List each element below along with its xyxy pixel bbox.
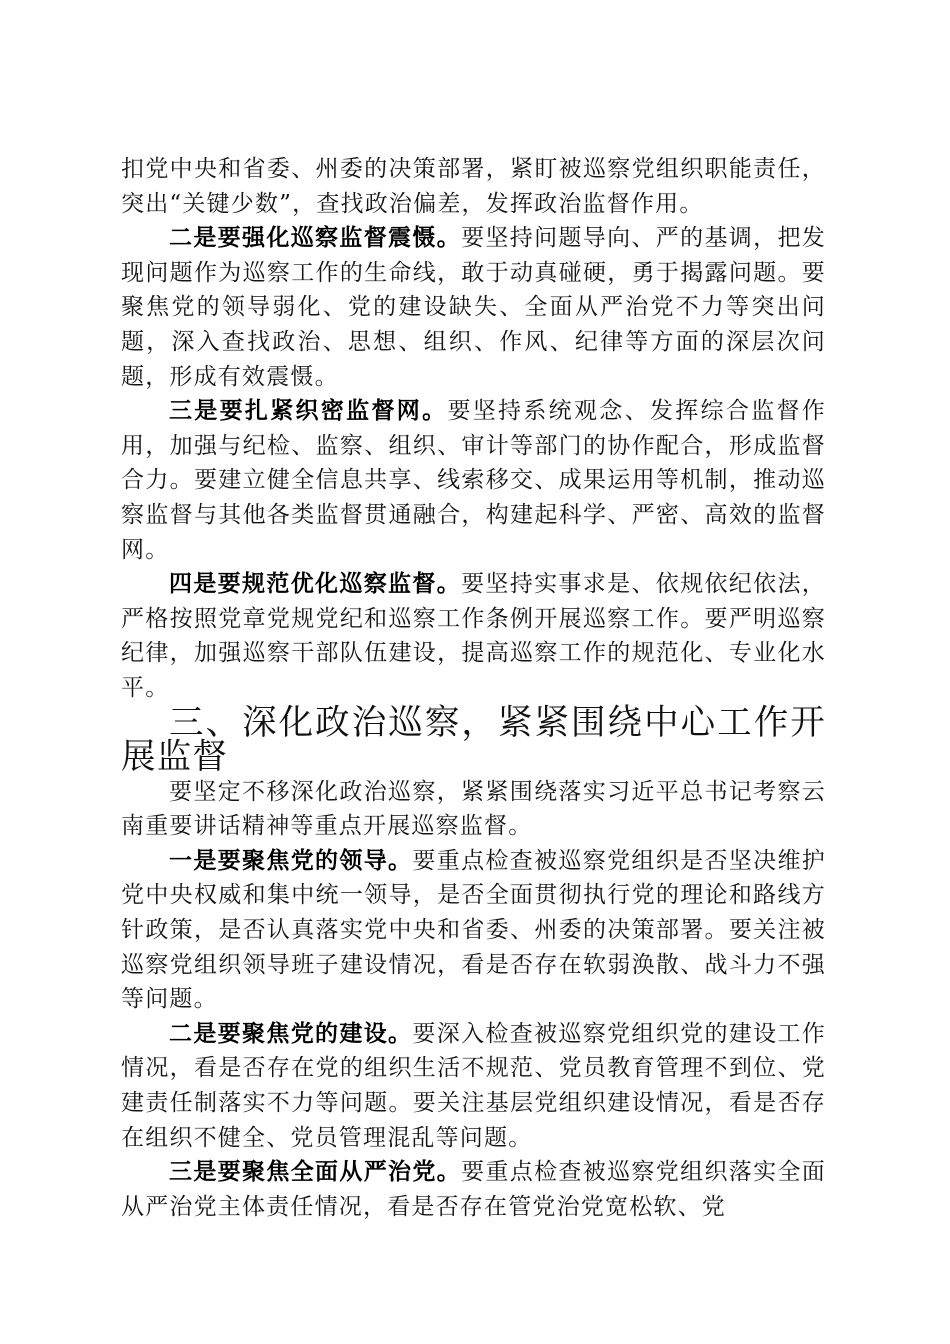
paragraph-text: 要深入检查被巡察党组织党的建设工作情况，看是否存在党的组织生活不规范、党员教育管理不到位、党建责任制落实不力等问题。要关注基层党组织建设情况，看是否存在组织不健全、党员管理混乱等问题。: [121, 1020, 827, 1151]
paragraph-text: 要重点检查被巡察党组织落实全面从严治党主体责任情况，看是否存在管党治党宽松软、党: [121, 1159, 826, 1220]
point-lead: 一是要聚焦党的领导。: [169, 846, 413, 874]
point-lead: 三是要扎紧织密监督网。: [169, 397, 448, 425]
point-lead: 二是要聚焦党的建设。: [169, 1019, 413, 1047]
point-paragraph-2: [121, 221, 826, 394]
paragraph-text: 要坚持问题导向、严的基调，把发现问题作为巡察工作的生命线，敢于动真碰硬，勇于揭露问题。要聚焦党的领导弱化、党的建设缺失、全面从严治党不力等突出问题，深入查找政治、思想、组织、作风、纪律等方面的深层次问题，形成有效震慑。: [121, 225, 826, 390]
point-paragraph-4: [121, 567, 826, 705]
point-lead: 二是要强化巡察监督震慑。: [169, 224, 462, 252]
section-intro: [121, 775, 826, 844]
section-point-3: [121, 1155, 826, 1224]
document-body: [121, 152, 826, 1224]
paragraph-text: 扣党中央和省委、州委的决策部署，紧盯被巡察党组织职能责任，突出“关键少数”，查找政治偏差，发挥政治监督作用。: [121, 156, 826, 217]
section-heading: 三、深化政治巡察，紧紧围绕中心工作开展监督: [121, 702, 826, 778]
section-point-2: [121, 1017, 826, 1155]
paragraph-text: 要坚持实事求是、依规依纪依法，严格按照党章党规党纪和巡察工作条例开展巡察工作。要严明巡察纪律，加强巡察干部队伍建设，提高巡察工作的规范化、专业化水平。: [121, 571, 826, 701]
point-paragraph-3: [121, 394, 826, 567]
paragraph-text: 要坚定不移深化政治巡察，紧紧围绕落实习近平总书记考察云南重要讲话精神等重点开展巡察监督。: [121, 778, 826, 840]
point-lead: 四是要规范优化巡察监督。: [169, 570, 462, 598]
point-lead: 三是要聚焦全面从严治党。: [169, 1158, 462, 1186]
section-point-1: [121, 844, 826, 1017]
paragraph-text: 要坚持系统观念、发挥综合监督作用，加强与纪检、监察、组织、审计等部门的协作配合，形成监督合力。要建立健全信息共享、线索移交、成果运用等机制，推动巡察监督与其他各类监督贯通融合，构建起科学、严密、高效的监督网。: [121, 398, 827, 563]
paragraph-text: 要重点检查被巡察党组织是否坚决维护党中央权威和集中统一领导，是否全面贯彻执行党的理论和路线方针政策，是否认真落实党中央和省委、州委的决策部署。要关注被巡察党组织领导班子建设情况，看是否存在软弱涣散、战斗力不强等问题。: [121, 847, 827, 1013]
continuation-paragraph: [121, 152, 826, 221]
